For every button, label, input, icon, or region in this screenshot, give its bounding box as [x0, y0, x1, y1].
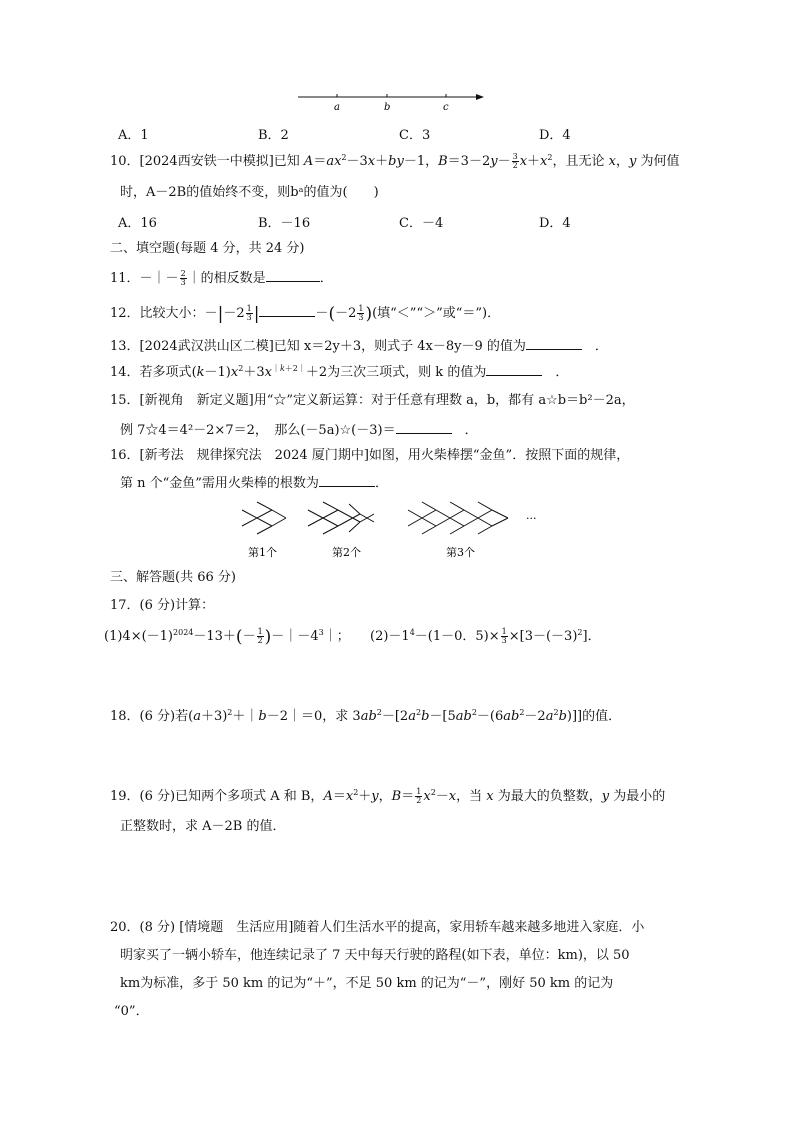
q10-line2: 时，A－2B的值始终不变，则bᵃ的值为( )	[120, 185, 379, 200]
q16-line1: 16．[新考法 规律探究法 2024 厦门期中]如图，用火柴棒摆“金鱼”．按照下面的规律，	[110, 448, 630, 463]
q13: 13．[2024武汉洪山区二模]已知 x＝2y＋3，则式子 4x－8y－9 的值为 ．	[110, 339, 608, 354]
q9-option-d: D．4	[539, 128, 571, 143]
q20-line2: 明家买了一辆小轿车，他连续记录了 7 天中每天行驶的路程(如下表，单位：km)，以 50	[120, 948, 630, 963]
q9-option-b: B．2	[258, 128, 289, 143]
q10-number: 10．	[110, 154, 140, 169]
goldfish-3	[408, 502, 508, 534]
q9-option-c: C．3	[399, 128, 431, 143]
figure-label-2: 第2个	[332, 546, 361, 559]
q17-head: 17．(6 分)计算：	[110, 598, 215, 613]
q11: 11．－｜－ $\frac{2}{3}$ ｜的相反数是 ．	[110, 269, 333, 287]
number-line-arrow	[476, 94, 484, 100]
q19-line2: 正整数时，求 A－2B 的值．	[120, 819, 286, 834]
q13-answer-blank[interactable]	[526, 337, 582, 350]
q17-part1: $(1)4\times(-1)^{2024}-13+(-$ $\frac{1}{2}$ )$-|-4^3|$；	[104, 627, 350, 647]
q10-tag: [2024西安铁一中模拟]	[139, 154, 274, 169]
q12: 12．比较大小：－|－2 $\frac{1}{3}$ | －(－2 $\frac{1}{3}$ )(填“＜”“＞”或“＝”)．	[110, 304, 501, 324]
point-b-label: b	[384, 102, 391, 113]
point-c-label: c	[443, 102, 449, 113]
q10-line1: 10．[2024西安铁一中模拟]已知 $A=ax^2-3x+by-1$，B＝3－2y－ $\frac{3}{2}$ $x+x^2$，且无论 x，y 为何值	[110, 152, 680, 170]
figure-label-1: 第1个	[248, 546, 277, 559]
q20-line1: 20．(8 分) [情境题 生活应用]随着人们生活水平的提高，家用轿车越来越多地进入家庭．小	[110, 920, 645, 935]
q20-line4: “0”．	[114, 1004, 149, 1019]
goldfish-1	[242, 502, 286, 534]
q10-option-d: D．4	[539, 216, 571, 231]
q15-answer-blank[interactable]	[396, 421, 452, 434]
goldfish-2	[308, 502, 374, 534]
q16-answer-blank[interactable]	[319, 474, 375, 487]
q9-option-a: A．1	[118, 128, 149, 143]
figure-label-3: 第3个	[446, 546, 475, 559]
section-3-heading: 三、解答题(共 66 分)	[110, 570, 236, 585]
q16-line2: 第 n 个“金鱼”需用火柴棒的根数为 ．	[120, 476, 388, 491]
number-line-figure	[296, 88, 488, 114]
section-2-heading: 二、填空题(每题 4 分，共 24 分)	[110, 241, 305, 256]
q11-answer-blank[interactable]	[266, 269, 320, 282]
q20-line3: km为标准，多于 50 km 的记为“＋”，不足 50 km 的记为“－”，刚好 50 km 的记为	[120, 976, 614, 991]
q12-answer-blank[interactable]	[259, 304, 315, 317]
q19-line1: 19．(6 分)已知两个多项式 A 和 B，$A=x^2+y$，B＝ $\frac{1}{2}$ $x^2-x$，当 x 为最大的负整数，y 为最小的	[110, 787, 666, 805]
q15-line1: 15．[新视角 新定义题]用“☆”定义新运算：对于任意有理数 a，b，都有 a☆b＝b²－2a，	[110, 393, 635, 408]
q14-answer-blank[interactable]	[486, 363, 542, 376]
q15-line2: 例 7☆4＝4²－2×7＝2， 那么(－5a)☆(－3)＝ ．	[120, 423, 478, 438]
q18: 18．(6 分)若$(a+3)^2+|b-2|=0$，求 $3ab^2-[2a^2b-[5ab^2-(6ab^2-2a^2b)]]$的值．	[110, 708, 622, 724]
q17-part2: $(2)-1^4-(1-0$．5)× $\frac{1}{3}$ $\times[3-(-3)^2]$．	[370, 627, 601, 645]
q10-option-a: A．16	[118, 216, 157, 231]
q10-option-b: B．－16	[258, 216, 311, 231]
goldfish-figure	[236, 500, 556, 564]
figure-ellipsis: ···	[526, 512, 537, 525]
point-a-label: a	[334, 102, 340, 113]
q10-option-c: C．－4	[399, 216, 444, 231]
q14: 14．若多项式$(k-1)x^2+3x^{|k+2|}+2$为三次三项式，则 k 的值为 ．	[110, 364, 569, 380]
